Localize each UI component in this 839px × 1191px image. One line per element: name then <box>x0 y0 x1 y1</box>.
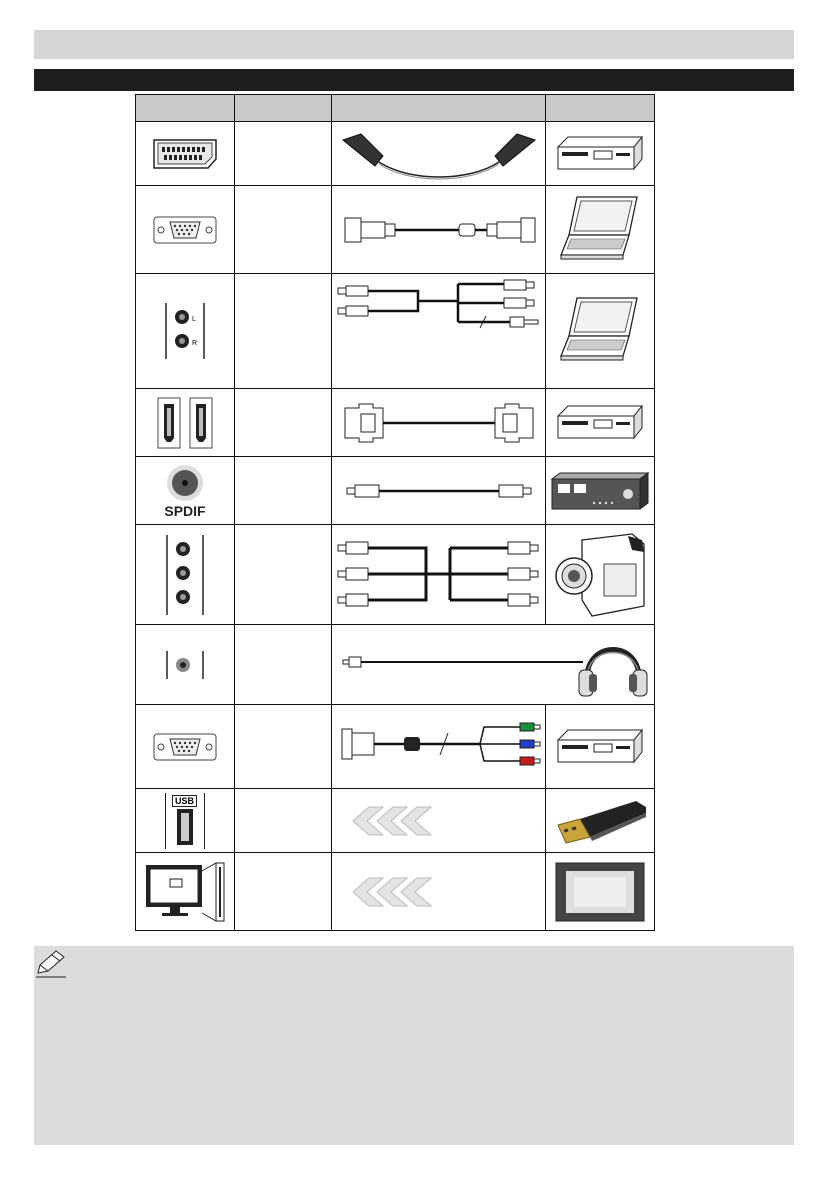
dvd-recorder-icon <box>554 726 646 768</box>
device-cell <box>546 457 655 525</box>
cable-cell <box>332 525 546 625</box>
device-cell <box>546 274 655 389</box>
table-row <box>136 389 655 457</box>
type-cell <box>235 186 332 274</box>
device-cell <box>546 525 655 625</box>
table-row <box>136 705 655 789</box>
hdmi-cable-icon <box>339 400 539 446</box>
usb-stick-icon <box>550 797 650 845</box>
table-row <box>136 625 655 705</box>
pc-audio-port-icon <box>162 301 208 361</box>
column-header-cable <box>332 95 546 122</box>
connector-cell <box>136 525 235 625</box>
type-cell <box>235 853 332 931</box>
headphones-icon <box>579 649 647 696</box>
cable-cell <box>332 389 546 457</box>
device-cell <box>546 789 655 853</box>
connector-cell <box>136 853 235 931</box>
device-cell <box>546 389 655 457</box>
ci-module-icon <box>554 861 646 923</box>
column-header-type <box>235 95 332 122</box>
cable-cell <box>332 122 546 186</box>
ypbpr-vga-port-icon <box>152 731 218 763</box>
type-cell <box>235 525 332 625</box>
cable-cell <box>332 457 546 525</box>
table-row <box>136 457 655 525</box>
connector-cell <box>136 186 235 274</box>
usb-port-icon <box>165 793 205 849</box>
dvd-recorder-icon <box>554 402 646 444</box>
type-cell <box>235 122 332 186</box>
vga-to-component-cable-icon <box>334 719 544 775</box>
cable-cell <box>332 789 546 853</box>
av-ports-icon <box>161 533 209 617</box>
svg-text:R: R <box>192 340 198 347</box>
connector-cell <box>136 122 235 186</box>
type-cell <box>235 625 332 705</box>
camcorder-icon <box>552 530 648 620</box>
vga-cable-icon <box>339 210 539 250</box>
ci-slot-icon <box>140 859 230 925</box>
device-cell <box>546 122 655 186</box>
connector-cell <box>136 625 235 705</box>
insert-arrows-icon <box>339 803 539 839</box>
type-cell <box>235 389 332 457</box>
type-cell <box>235 457 332 525</box>
cable-cell <box>332 186 546 274</box>
column-header-device <box>546 95 655 122</box>
scart-port-icon <box>150 137 220 171</box>
top-header-band <box>34 30 794 59</box>
laptop-icon <box>557 193 643 267</box>
cable-cell <box>332 705 546 789</box>
laptop-icon <box>557 294 643 368</box>
type-cell <box>235 274 332 389</box>
rca-to-jack-cable-icon <box>334 278 544 338</box>
pencil-note-icon <box>34 949 68 979</box>
scart-cable-icon <box>339 126 539 182</box>
spdif-port-icon <box>165 463 205 503</box>
connector-cell <box>136 705 235 789</box>
cable-cell <box>332 274 546 389</box>
table-row <box>136 122 655 186</box>
usb-label: USB <box>172 795 197 807</box>
svg-text:L: L <box>192 316 196 323</box>
coax-cable-icon <box>339 479 539 503</box>
headphone-cable-icon <box>333 628 653 702</box>
connection-table <box>135 94 655 931</box>
table-header-row <box>136 95 655 122</box>
cable-cell <box>332 625 655 705</box>
table-row <box>136 525 655 625</box>
table-row <box>136 186 655 274</box>
device-cell <box>546 186 655 274</box>
dvd-recorder-icon <box>554 133 646 175</box>
table-row <box>136 789 655 853</box>
note-box <box>34 946 794 1145</box>
headphone-port-icon <box>161 649 209 681</box>
insert-arrows-icon <box>339 874 539 910</box>
section-title-bar <box>34 69 794 91</box>
av-cable-icon <box>334 535 544 615</box>
cable-cell <box>332 853 546 931</box>
table-row <box>136 853 655 931</box>
vga-port-icon <box>152 214 218 246</box>
type-cell <box>235 789 332 853</box>
type-cell <box>235 705 332 789</box>
device-cell <box>546 853 655 931</box>
device-cell <box>546 705 655 789</box>
connector-cell <box>136 274 235 389</box>
hdmi-ports-icon <box>150 394 220 452</box>
audio-amplifier-icon <box>550 471 650 511</box>
table-row <box>136 274 655 389</box>
connector-cell <box>136 457 235 525</box>
connector-cell <box>136 389 235 457</box>
connector-cell <box>136 789 235 853</box>
spdif-label: SPDIF <box>164 502 206 519</box>
column-header-connector <box>136 95 235 122</box>
